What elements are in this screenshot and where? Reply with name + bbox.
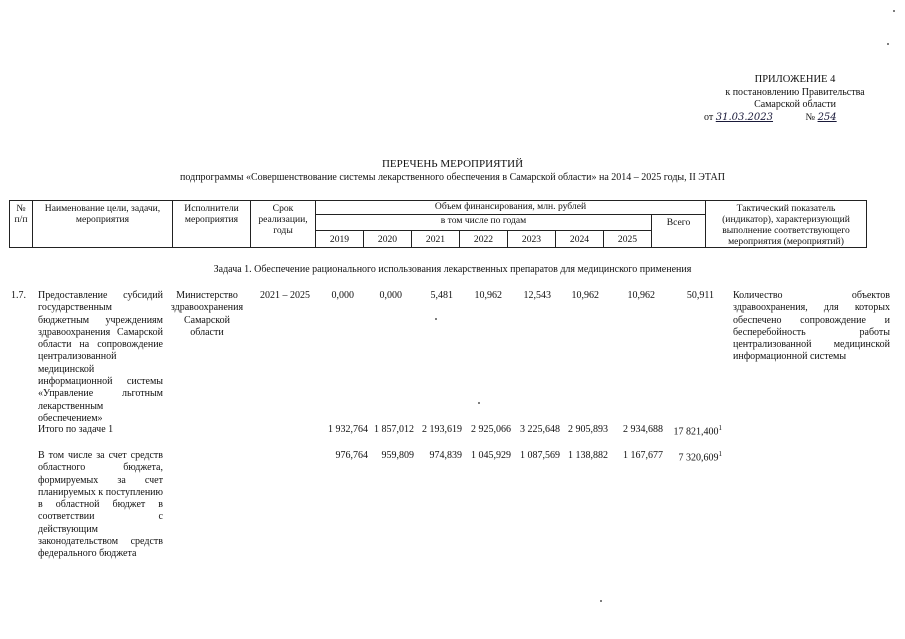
appendix-line-2: Самарской области [754,99,836,110]
federal-share-label: В том числе за счет средств областного бюджета, формируемых за счет планируемых к поступлению в областной бюджет в соответствии с действующим законодательством средств федерального бюджета [38,450,163,560]
scan-speck [600,600,602,602]
scan-speck [893,10,895,12]
appendix-line-1: к постановлению Правительства [725,86,865,98]
row-value: 10,962 [627,290,655,301]
scan-speck [887,43,889,45]
total-value: 2 925,066 [471,424,511,435]
document-subtitle: подпрограммы «Совершенствование системы лекарственного обеспечения в Самарской области» на 2014 – 2025 годы, II ЭТАП [180,172,725,183]
header-year: 2019 [316,231,364,248]
row-value: 12,543 [523,290,551,301]
header-year: 2020 [364,231,412,248]
header-total: Всего [652,215,706,248]
federal-value: 974,839 [429,450,462,461]
number-prefix: № [805,111,816,123]
row-value: 0,000 [379,290,402,301]
row-executor: Министерство здравоохранения Самарской области [170,290,244,338]
header-num: № п/п [10,201,33,248]
row-value: 5,481 [430,290,453,301]
federal-sum: 7 320,609$^1$ [678,450,722,464]
row-name: Предоставление субсидий государственным бюджетным учреждениям здравоохранения Самарской области на сопровождение централизованной медицинской информационной системы «Управление льготным лекарственным обеспечением» [38,290,163,424]
row-term: 2021 – 2025 [260,290,310,301]
federal-value: 1 167,677 [623,450,663,461]
federal-value: 959,809 [381,450,414,461]
header-term: Срок реализации, годы [251,201,316,248]
total-label: Итого по задаче 1 [38,424,114,435]
federal-value: 1 045,929 [471,450,511,461]
header-year: 2023 [508,231,556,248]
header-year: 2024 [556,231,604,248]
federal-value: 1 138,882 [568,450,608,461]
row-total: 50,911 [686,290,714,301]
appendix-title: ПРИЛОЖЕНИЕ 4 [754,74,836,85]
header-executor: Исполнители мероприятия [173,201,251,248]
total-value: 2 934,688 [623,424,663,435]
federal-value: 1 087,569 [520,450,560,461]
document-title: ПЕРЕЧЕНЬ МЕРОПРИЯТИЙ [381,158,524,170]
row-value: 0,000 [331,290,354,301]
date-prefix: от [704,111,714,123]
scan-speck [435,318,437,320]
task-heading: Задача 1. Обеспечение рационального использования лекарственных препаратов для медицинского применения [213,264,692,275]
appendix-block [690,74,900,124]
total-value: 2 193,619 [422,424,462,435]
row-value: 10,962 [474,290,502,301]
header-year: 2021 [412,231,460,248]
handwritten-number: 254 [817,111,837,123]
total-value: 3 225,648 [520,424,560,435]
header-name: Наименование цели, задачи, мероприятия [33,201,173,248]
header-finance: Объем финансирования, млн. рублей [316,201,706,215]
row-number: 1.7. [11,290,26,301]
federal-value: 976,764 [335,450,368,461]
total-value: 1 932,764 [328,424,368,435]
header-year: 2022 [460,231,508,248]
total-value: 2 905,893 [568,424,608,435]
table-header [9,200,867,248]
row-value: 10,962 [571,290,599,301]
total-value: 1 857,012 [374,424,414,435]
scan-speck [478,402,480,404]
header-by-year: в том числе по годам [316,215,652,231]
total-sum: 17 821,400$^1$ [673,424,722,438]
row-indicator: Количество объектов здравоохранения, для которых обеспечено сопровождение и бесперебойность работы централизованной медицинской информационной системы [733,290,890,363]
appendix-signature-line [690,112,900,125]
header-year: 2025 [604,231,652,248]
handwritten-date: 31.03.2023 [715,111,774,123]
header-indicator: Тактический показатель (индикатор), характеризующий выполнение соответствующего мероприятия (мероприятий) [706,201,867,248]
